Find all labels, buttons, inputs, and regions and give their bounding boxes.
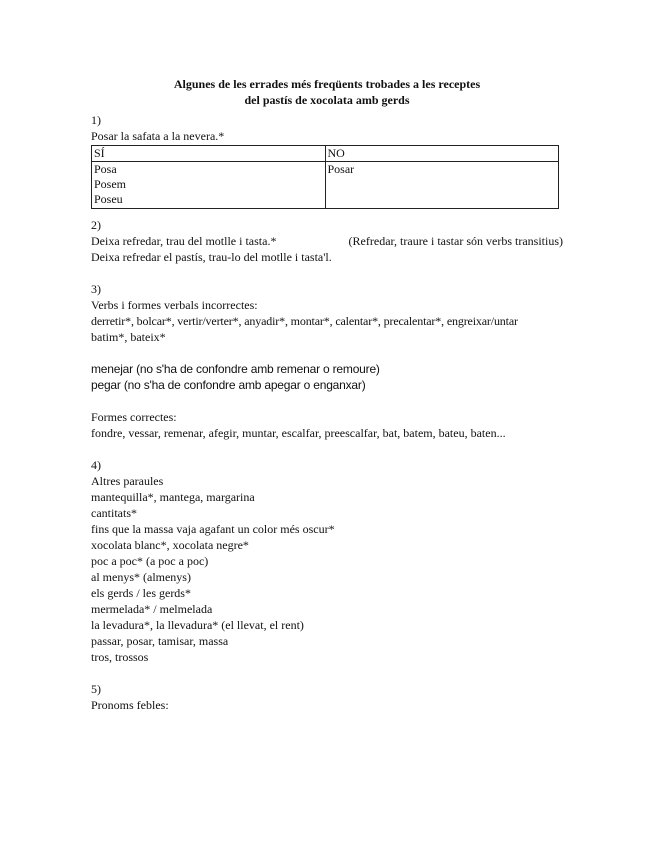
section-3-list-line-1: derretir*, bolcar*, vertir/verter*, anyadir*, montar*, calentar*, precalentar*, engreixar/untar bbox=[91, 314, 518, 328]
list-item: els gerds / les gerds* bbox=[91, 586, 191, 600]
section-4-heading: Altres paraules bbox=[91, 474, 164, 488]
section-4-number: 4) bbox=[91, 458, 101, 472]
section-2 bbox=[91, 217, 563, 265]
list-item: cantitats* bbox=[91, 506, 137, 520]
title-line-2: del pastís de xocolata amb gerds bbox=[244, 93, 410, 107]
section-5-number: 5) bbox=[91, 682, 101, 696]
section-2-wrong-row bbox=[91, 233, 563, 249]
list-item: mermelada* / melmelada bbox=[91, 602, 213, 616]
section-3-heading: Verbs i formes verbals incorrectes: bbox=[91, 298, 258, 312]
section-1-number: 1) bbox=[91, 113, 101, 127]
section-1 bbox=[91, 112, 563, 209]
list-item: poc a poc* (a poc a poc) bbox=[91, 554, 209, 568]
yes-item: Poseu bbox=[94, 192, 123, 206]
yes-item: Posem bbox=[94, 177, 127, 191]
yes-items-cell bbox=[92, 162, 326, 209]
list-item: al menys* (almenys) bbox=[91, 570, 191, 584]
section-3 bbox=[91, 281, 563, 441]
section-3-list-line-2: batim*, bateix* bbox=[91, 330, 166, 344]
yes-no-table bbox=[91, 145, 559, 209]
list-item: mantequilla*, mantega, margarina bbox=[91, 490, 255, 504]
section-2-number: 2) bbox=[91, 218, 101, 232]
title-line-1: Algunes de les errades més freqüents trobades a les receptes bbox=[173, 77, 481, 91]
yes-header: SÍ bbox=[92, 146, 326, 162]
section-2-note: (Refredar, traure i tastar són verbs transitius) bbox=[348, 234, 563, 248]
yes-item: Posa bbox=[94, 162, 117, 176]
no-item: Posar bbox=[327, 162, 355, 176]
section-3-correct-list: fondre, vessar, remenar, afegir, muntar, escalfar, preescalfar, bat, batem, bateu, baten... bbox=[91, 426, 506, 440]
section-3-number: 3) bbox=[91, 282, 101, 296]
section-3-menejar: menejar (no s'ha de confondre amb remenar o remoure) bbox=[91, 362, 380, 376]
list-item: fins que la massa vaja agafant un color més oscur* bbox=[91, 522, 335, 536]
section-4 bbox=[91, 457, 563, 665]
section-3-pegar: pegar (no s'ha de confondre amb apegar o enganxar) bbox=[91, 378, 366, 392]
section-5-heading: Pronoms febles: bbox=[91, 698, 169, 712]
list-item: tros, trossos bbox=[91, 650, 149, 664]
no-header: NO bbox=[325, 146, 559, 162]
section-2-wrong: Deixa refredar, trau del motlle i tasta.* bbox=[91, 234, 277, 248]
list-item: la levadura*, la llevadura* (el llevat, el rent) bbox=[91, 618, 304, 632]
section-5 bbox=[91, 681, 563, 713]
no-items-cell bbox=[325, 162, 559, 209]
list-item: xocolata blanc*, xocolata negre* bbox=[91, 538, 249, 552]
section-3-correct-heading: Formes correctes: bbox=[91, 410, 177, 424]
section-1-sentence: Posar la safata a la nevera.* bbox=[91, 129, 225, 143]
section-2-correct: Deixa refredar el pastís, trau-lo del motlle i tasta'l. bbox=[91, 250, 332, 264]
document-title bbox=[91, 76, 563, 108]
document-page bbox=[91, 76, 563, 713]
list-item: passar, posar, tamisar, massa bbox=[91, 634, 229, 648]
